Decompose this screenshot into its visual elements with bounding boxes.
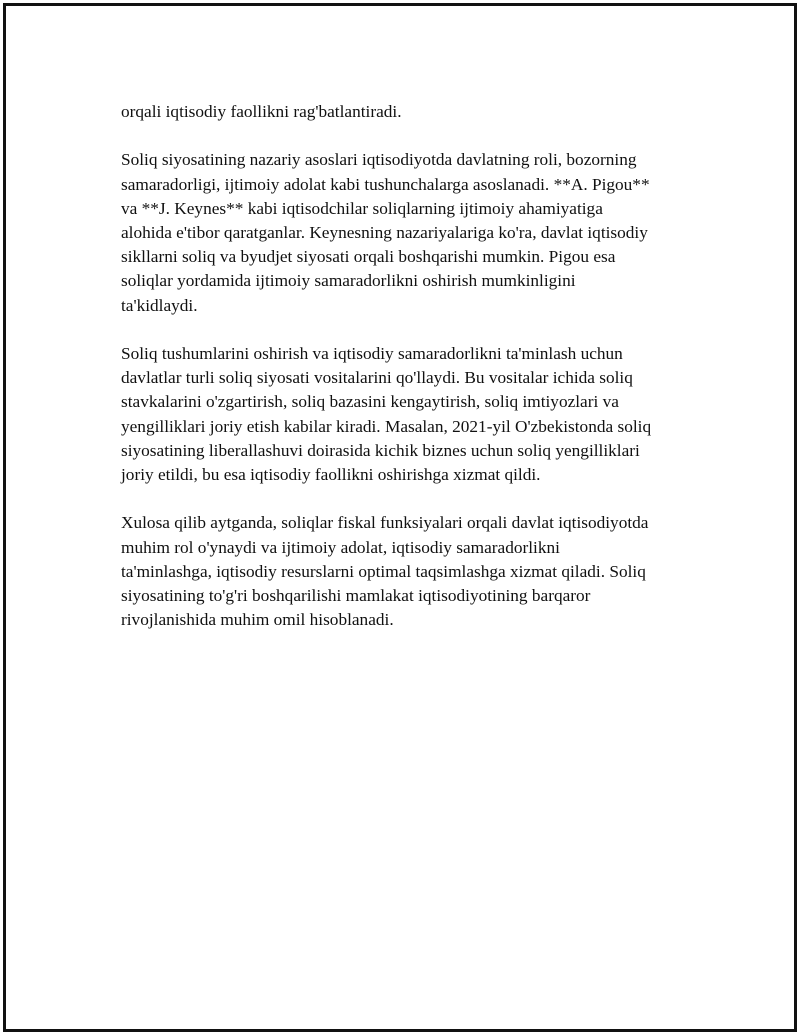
paragraph-theory: Soliq siyosatining nazariy asoslari iqtisodiyotda davlatning roli, bozorning samaradorligi, ijtimoiy adolat kabi tushunchalarga asoslanadi. **A. Pigou** va **J. Keynes** kabi iqtisodchilar soliqlarning ijtimoiy ahamiyatiga alohida e'tibor qaratganlar. Keynesning nazariyalariga ko'ra, davlat iqtisodiy sikllarni soliq va byudjet siyosati orqali boshqarishi mumkin. Pigou esa soliqlar yordamida ijtimoiy samaradorlikni oshirish mumkinligini ta'kidlaydi. [121,150,650,315]
paragraph-conclusion: Xulosa qilib aytganda, soliqlar fiskal funksiyalari orqali davlat iqtisodiyotda muhim rol o'ynaydi va ijtimoiy adolat, iqtisodiy samaradorlikni ta'minlashga, iqtisodiy resurslarni optimal taqsimlashga xizmat qiladi. Soliq siyosatining to'g'ri boshqarilishi mamlakat iqtisodiyotining barqaror rivojlanishida muhim omil hisoblanadi. [121,513,649,630]
page-frame [3,3,797,1032]
document-body [121,100,706,657]
paragraph-instruments: Soliq tushumlarini oshirish va iqtisodiy samaradorlikni ta'minlash uchun davlatlar turli soliq siyosati vositalarini qo'llaydi. Bu vositalar ichida soliq stavkalarini o'zgartirish, soliq bazasini kengaytirish, soliq imtiyozlari va yengilliklari joriy etish kabilar kiradi. Masalan, 2021-yil O'zbekistonda soliq siyosatining liberallashuvi doirasida kichik biznes uchun soliq yengilliklari joriy etildi, bu esa iqtisodiy faollikni oshirishga xizmat qildi. [121,344,652,485]
paragraph-continuation: orqali iqtisodiy faollikni rag'batlantiradi. [121,102,402,121]
